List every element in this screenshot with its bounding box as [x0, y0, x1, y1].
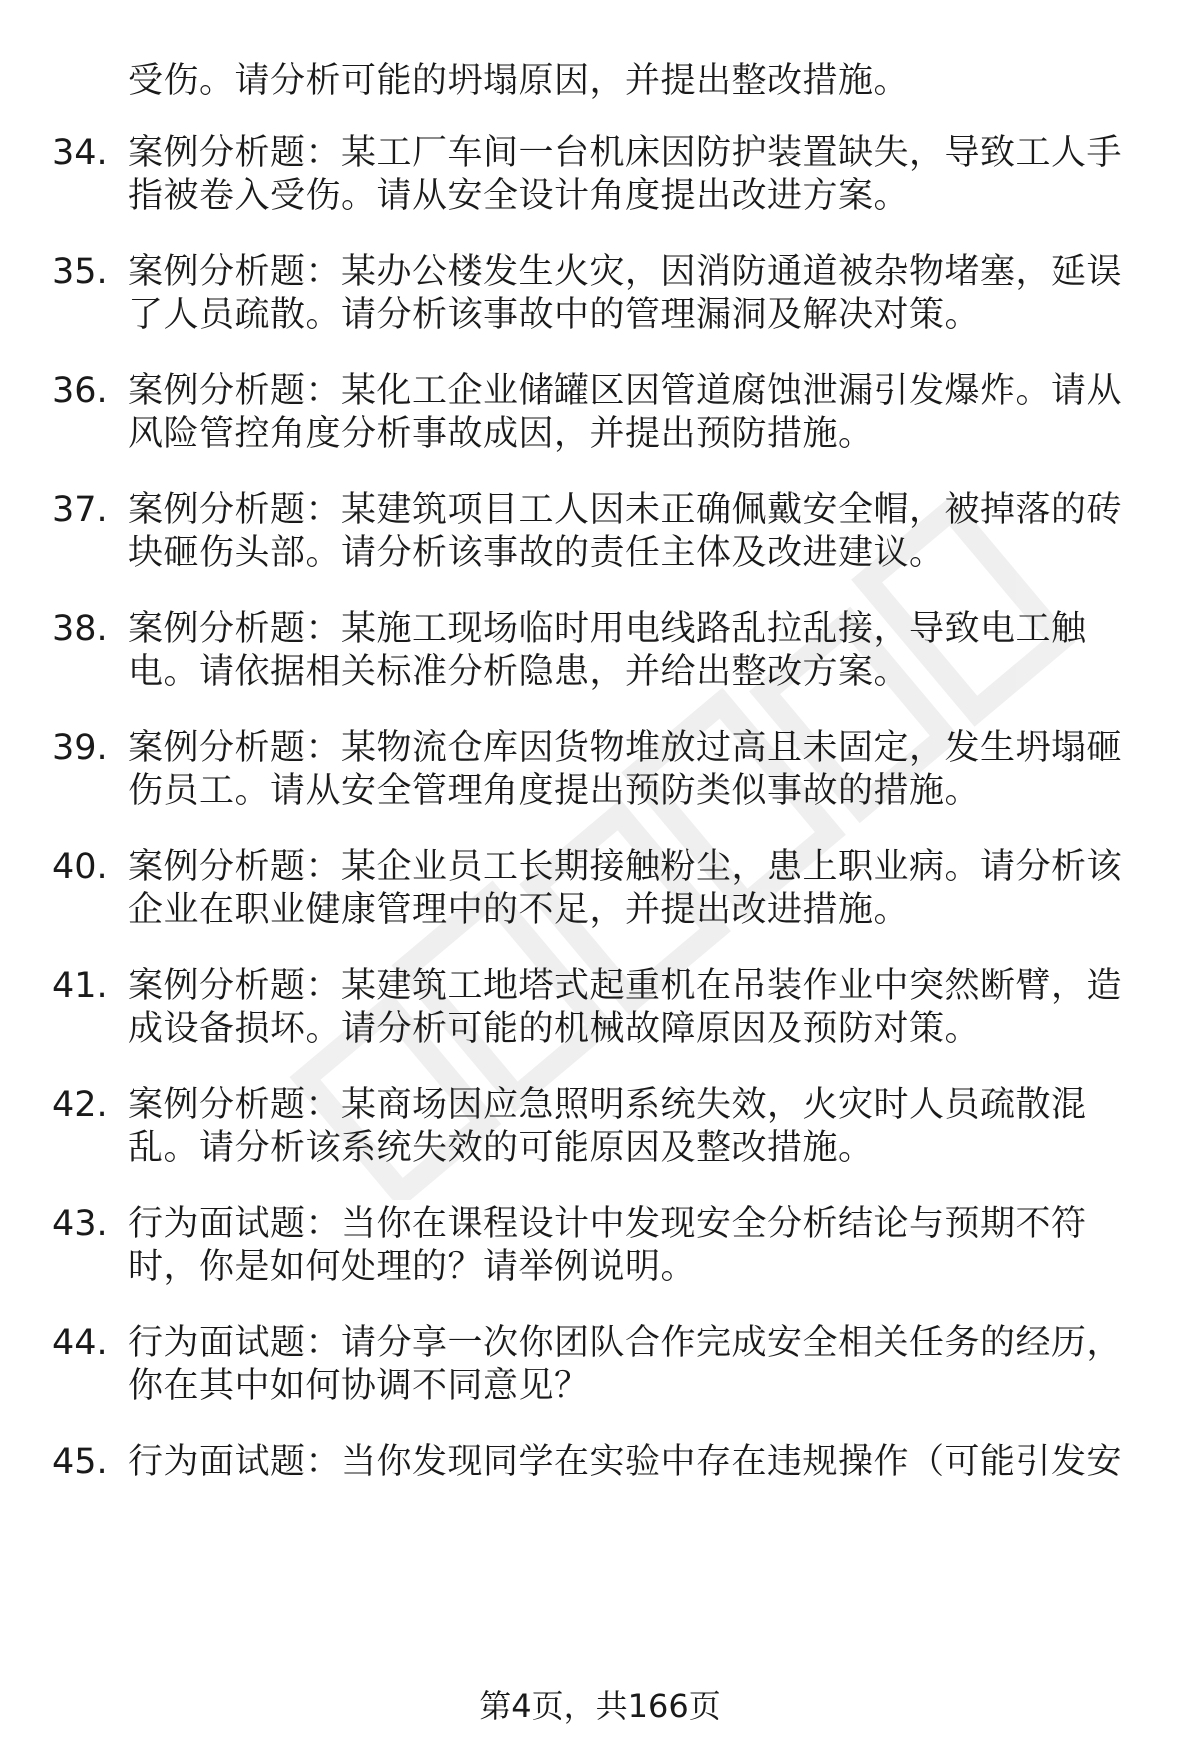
item-44-line-2: 你在其中如何协调不同意见？ — [128, 1366, 590, 1406]
item-41-line-2: 成设备损坏。请分析可能的机械故障原因及预防对策。 — [128, 1009, 981, 1049]
item-36-number: 36. — [52, 371, 108, 411]
item-44-number: 44. — [52, 1323, 108, 1363]
item-36-line-1: 案例分析题：某化工企业储罐区因管道腐蚀泄漏引发爆炸。请从 — [128, 371, 1123, 411]
item-34-line-1: 案例分析题：某工厂车间一台机床因防护装置缺失，导致工人手 — [128, 133, 1123, 173]
item-37-line-1: 案例分析题：某建筑项目工人因未正确佩戴安全帽，被掉落的砖 — [128, 490, 1123, 530]
item-44-line-1: 行为面试题：请分享一次你团队合作完成安全相关任务的经历， — [128, 1323, 1123, 1363]
item-38-number: 38. — [52, 609, 108, 649]
item-35-line-2: 了人员疏散。请分析该事故中的管理漏洞及解决对策。 — [128, 295, 981, 335]
item-43-number: 43. — [52, 1204, 108, 1244]
item-39-line-2: 伤员工。请从安全管理角度提出预防类似事故的措施。 — [128, 771, 981, 811]
item-38-line-2: 电。请依据相关标准分析隐患，并给出整改方案。 — [128, 652, 910, 692]
item-43-line-2: 时，你是如何处理的？请举例说明。 — [128, 1247, 697, 1287]
item-38-line-1: 案例分析题：某施工现场临时用电线路乱拉乱接，导致电工触 — [128, 609, 1087, 649]
item-43-line-1: 行为面试题：当你在课程设计中发现安全分析结论与预期不符 — [128, 1204, 1087, 1244]
item-42-line-2: 乱。请分析该系统失效的可能原因及整改措施。 — [128, 1128, 874, 1168]
item-33-continuation-line: 受伤。请分析可能的坍塌原因，并提出整改措施。 — [128, 61, 910, 101]
item-35-number: 35. — [52, 252, 108, 292]
item-40-line-1: 案例分析题：某企业员工长期接触粉尘，患上职业病。请分析该 — [128, 847, 1123, 887]
item-41-number: 41. — [52, 966, 108, 1006]
item-36-line-2: 风险管控角度分析事故成因，并提出预防措施。 — [128, 414, 874, 454]
item-45-line-1: 行为面试题：当你发现同学在实验中存在违规操作（可能引发安 — [128, 1442, 1123, 1482]
item-37-number: 37. — [52, 490, 108, 530]
item-34-line-2: 指被卷入受伤。请从安全设计角度提出改进方案。 — [128, 176, 910, 216]
page-number-footer: 第4页，共166页 — [479, 1687, 721, 1725]
item-42-line-1: 案例分析题：某商场因应急照明系统失效，火灾时人员疏散混 — [128, 1085, 1087, 1125]
item-34-number: 34. — [52, 133, 108, 173]
item-42-number: 42. — [52, 1085, 108, 1125]
item-39-line-1: 案例分析题：某物流仓库因货物堆放过高且未固定，发生坍塌砸 — [128, 728, 1123, 768]
item-39-number: 39. — [52, 728, 108, 768]
item-35-line-1: 案例分析题：某办公楼发生火灾，因消防通道被杂物堵塞，延误 — [128, 252, 1123, 292]
item-40-number: 40. — [52, 847, 108, 887]
item-37-line-2: 块砸伤头部。请分析该事故的责任主体及改进建议。 — [128, 533, 945, 573]
item-45-number: 45. — [52, 1442, 108, 1482]
item-40-line-2: 企业在职业健康管理中的不足，并提出改进措施。 — [128, 890, 910, 930]
item-41-line-1: 案例分析题：某建筑工地塔式起重机在吊装作业中突然断臂，造 — [128, 966, 1123, 1006]
